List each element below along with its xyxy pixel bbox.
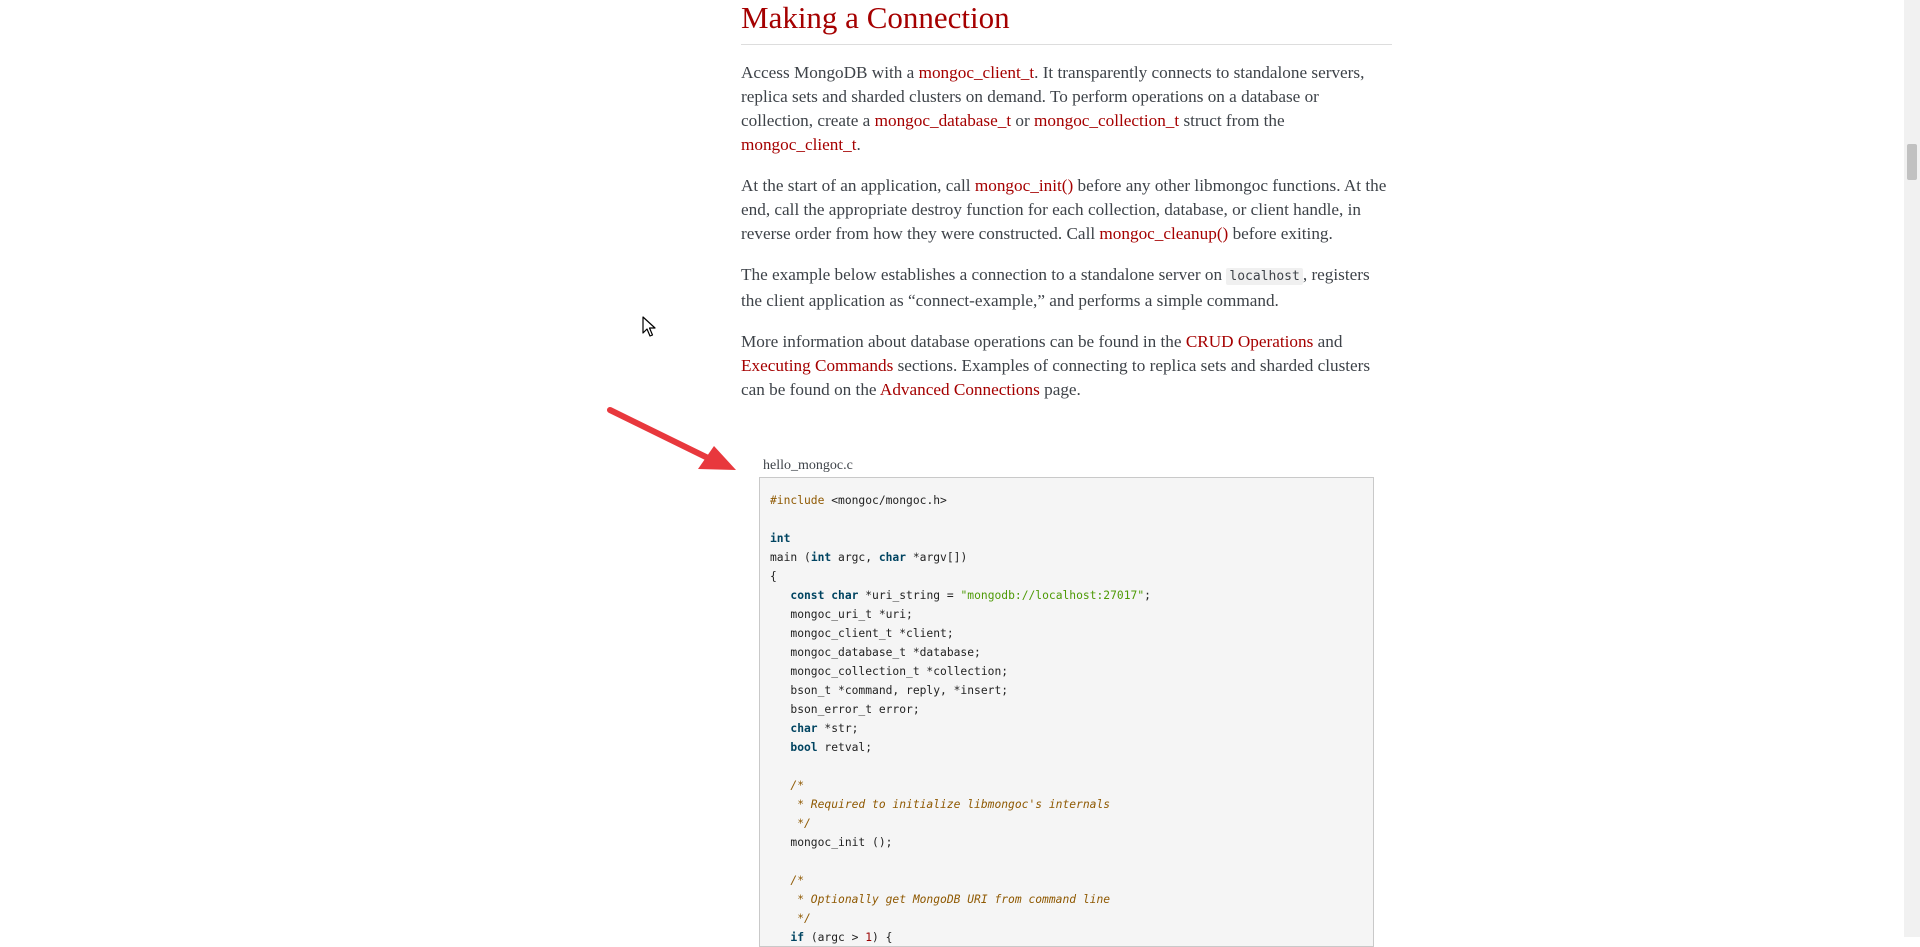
link-mongoc-collection-t[interactable]: mongoc_collection_t xyxy=(1034,111,1180,130)
code-line xyxy=(770,532,790,545)
code-line: mongoc_init (); xyxy=(770,836,893,849)
code-line xyxy=(770,741,872,754)
code-token xyxy=(770,589,790,602)
code-listing xyxy=(760,478,1373,947)
code-line: mongoc_client_t *client; xyxy=(770,627,954,640)
text-span: . xyxy=(856,135,861,154)
code-token: *str; xyxy=(817,722,859,735)
code-token: retval; xyxy=(817,741,873,754)
code-caption: hello_mongoc.c xyxy=(763,458,853,473)
code-line xyxy=(770,931,892,944)
code-line: { xyxy=(770,570,777,583)
code-token: main ( xyxy=(770,551,811,564)
code-line: mongoc_uri_t *uri; xyxy=(770,608,913,621)
code-comment: /* xyxy=(770,779,805,792)
scrollbar-track[interactable] xyxy=(1904,0,1920,937)
code-token: *argv[]) xyxy=(906,551,968,564)
code-line xyxy=(770,494,947,507)
code-token xyxy=(770,931,790,944)
text-span: More information about database operations can be found in the xyxy=(741,332,1186,351)
text-span: , registers the client application as “connect-example,” and performs a simple command. xyxy=(741,265,1370,310)
link-mongoc-client-t[interactable]: mongoc_client_t xyxy=(918,63,1035,82)
code-block[interactable] xyxy=(759,477,1374,947)
code-token: char xyxy=(831,589,859,602)
code-token: bool xyxy=(790,741,818,754)
code-comment: /* xyxy=(770,874,805,887)
code-line: mongoc_collection_t *collection; xyxy=(770,665,1009,678)
code-token: *uri_string = xyxy=(858,589,961,602)
code-token xyxy=(770,741,790,754)
code-token xyxy=(770,722,790,735)
code-line xyxy=(770,722,858,735)
link-mongoc-cleanup[interactable]: mongoc_cleanup() xyxy=(1099,224,1229,243)
text-span: before any other libmongoc functions. At the end, call the appropriate destroy function for each collection, database, or client handle, in reverse order from how they were constructed. Call xyxy=(741,176,1387,243)
link-advanced-connections[interactable]: Advanced Connections xyxy=(879,380,1040,399)
code-line: mongoc_database_t *database; xyxy=(770,646,981,659)
code-comment: */ xyxy=(770,817,811,830)
article-content xyxy=(741,0,1392,402)
code-token: char xyxy=(790,722,818,735)
code-comment: */ xyxy=(770,912,811,925)
scrollbar-thumb[interactable] xyxy=(1907,144,1917,180)
code-token: if xyxy=(790,931,805,944)
paragraph-more-info xyxy=(741,330,1392,402)
section-heading: Making a Connection xyxy=(741,0,1392,45)
text-span: The example below establishes a connection to a standalone server on xyxy=(741,265,1227,284)
code-token: char xyxy=(878,551,907,564)
code-token: argc, xyxy=(831,551,879,564)
paragraph-example-intro xyxy=(741,263,1392,313)
text-span: page. xyxy=(1039,380,1081,399)
code-token: <mongoc/mongoc.h> xyxy=(824,494,947,507)
code-token: 1 xyxy=(865,931,873,944)
paragraph-client-intro xyxy=(741,61,1392,157)
text-span: . It transparently connects to standalone servers, replica sets and sharded clusters on demand. To perform operations on a database or collection, create a xyxy=(741,63,1365,130)
text-span: struct from the xyxy=(1179,111,1285,130)
text-span: sections. Examples of connecting to replica sets and sharded clusters can be found on the xyxy=(741,356,1371,399)
mouse-pointer-icon xyxy=(642,316,658,338)
link-mongoc-client-t-2[interactable]: mongoc_client_t xyxy=(741,135,857,154)
code-token: #include xyxy=(770,494,825,507)
code-comment: * Optionally get MongoDB URI from command line xyxy=(770,893,1111,906)
code-comment: * Required to initialize libmongoc's internals xyxy=(770,798,1111,811)
link-executing-commands[interactable]: Executing Commands xyxy=(741,356,894,375)
code-line: bson_t *command, reply, *insert; xyxy=(770,684,1009,697)
code-token: int xyxy=(770,532,791,545)
red-arrow-annotation-icon xyxy=(606,404,740,476)
paragraph-init-cleanup xyxy=(741,174,1392,246)
text-span: and xyxy=(1313,332,1343,351)
inline-code-localhost: localhost xyxy=(1226,268,1302,285)
code-token: const xyxy=(790,589,825,602)
link-crud-operations[interactable]: CRUD Operations xyxy=(1185,332,1314,351)
code-token: int xyxy=(810,551,832,564)
code-line: bson_error_t error; xyxy=(770,703,920,716)
link-mongoc-init[interactable]: mongoc_init() xyxy=(974,176,1074,195)
code-token: (argc > xyxy=(804,931,866,944)
code-token: ) { xyxy=(872,931,893,944)
text-span: or xyxy=(1011,111,1035,130)
code-line xyxy=(770,551,967,564)
code-token: "mongodb://localhost:27017" xyxy=(960,589,1145,602)
text-span: At the start of an application, call xyxy=(741,176,975,195)
text-span: Access MongoDB with a xyxy=(741,63,919,82)
link-mongoc-database-t[interactable]: mongoc_database_t xyxy=(874,111,1012,130)
code-line xyxy=(770,589,1151,602)
code-token: ; xyxy=(1144,589,1151,602)
text-span: before exiting. xyxy=(1228,224,1333,243)
